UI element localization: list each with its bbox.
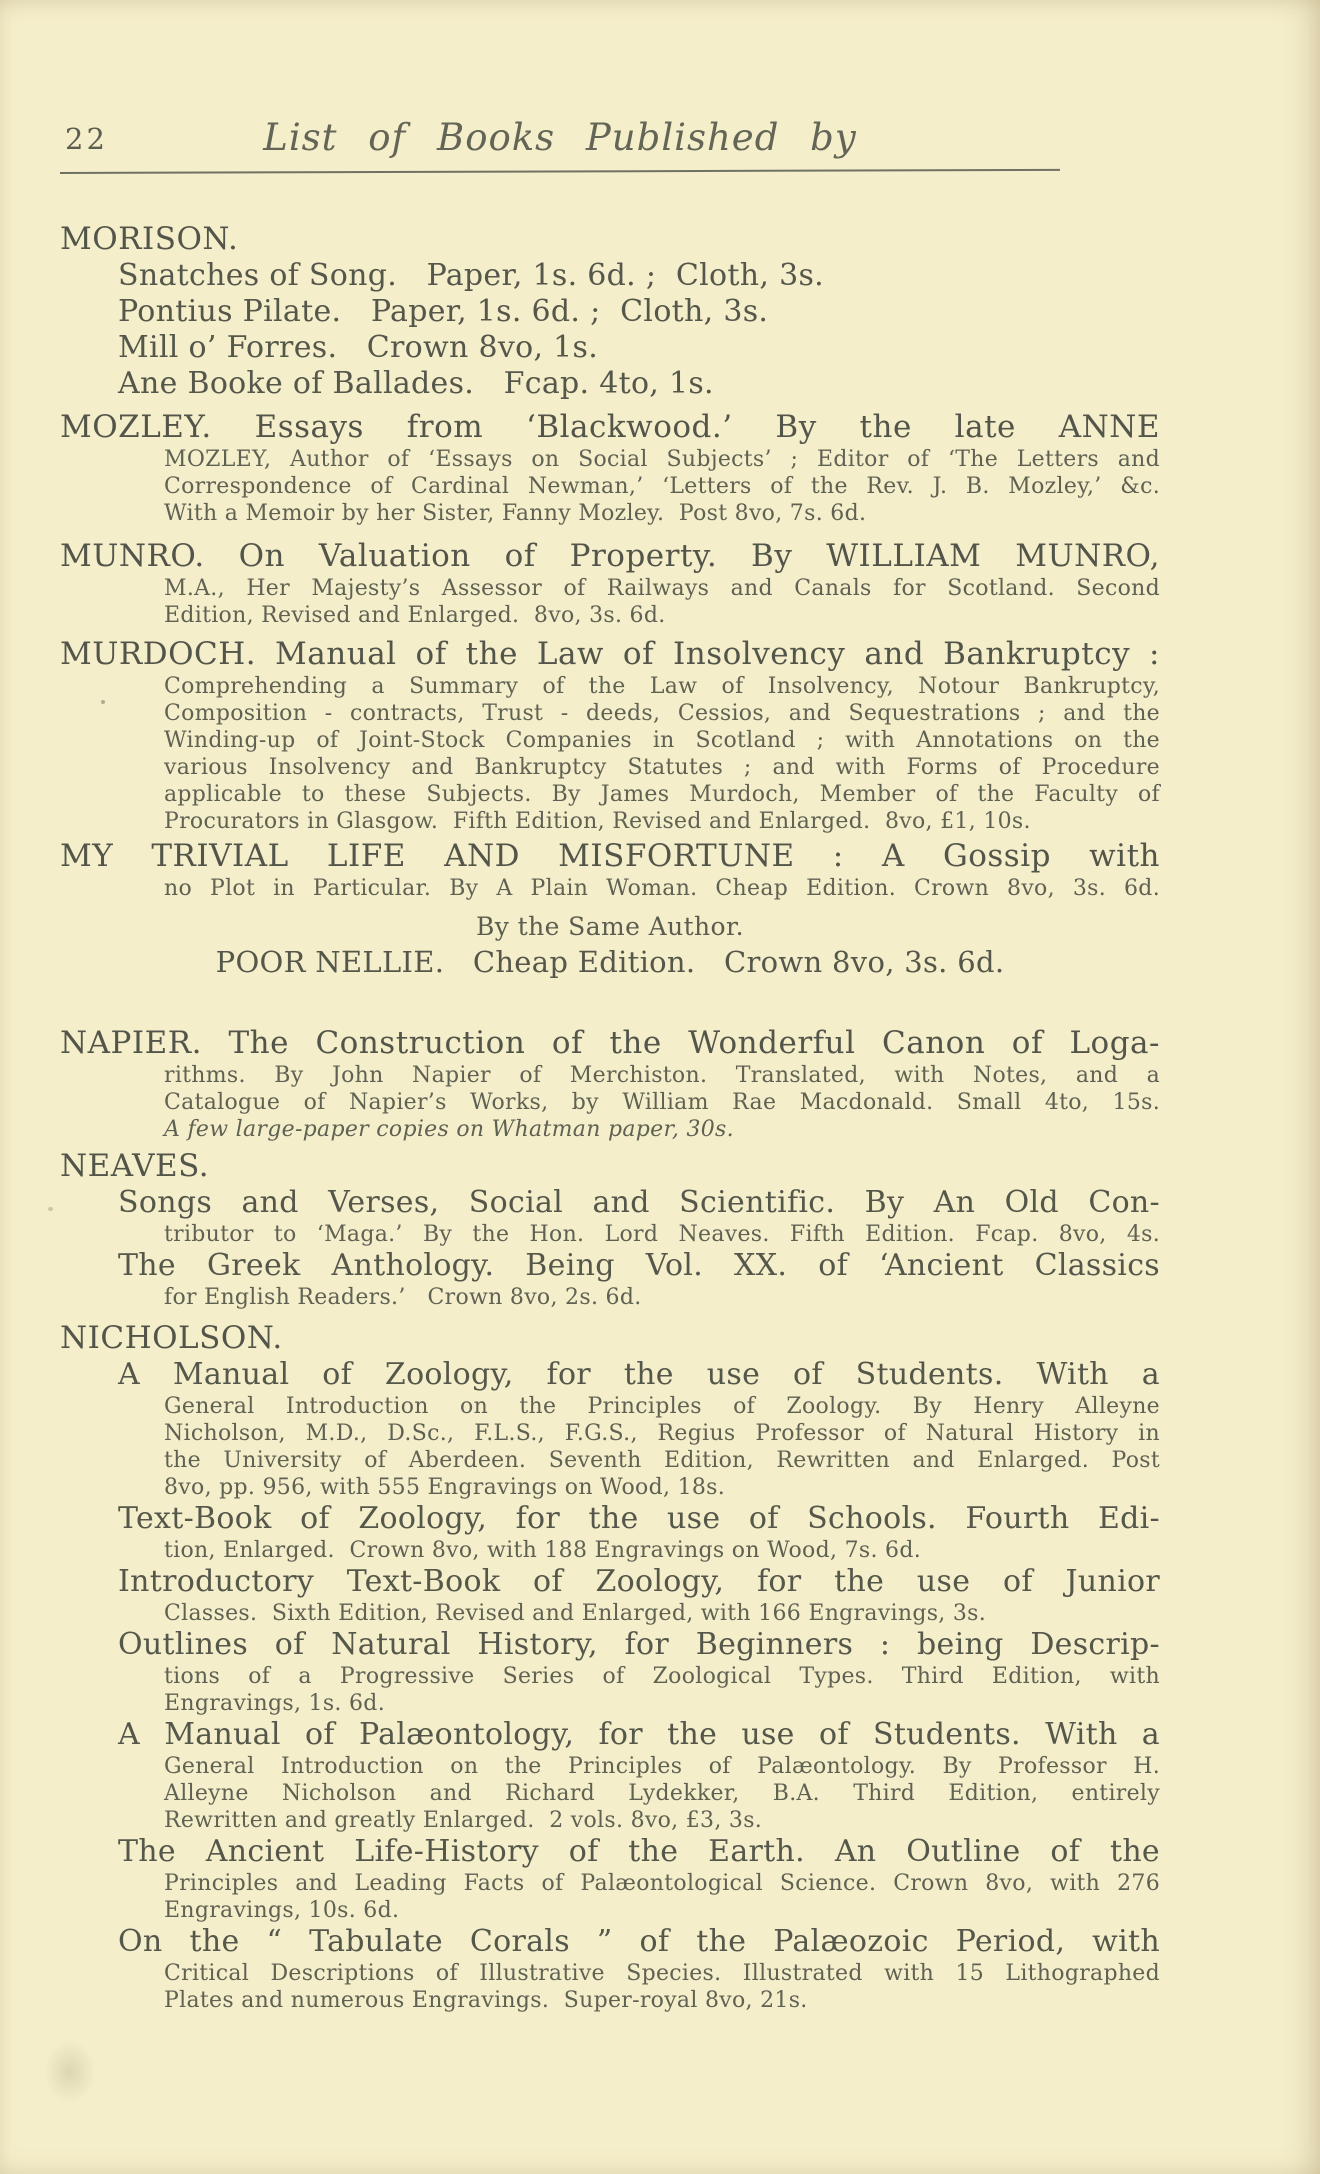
text-line: A few large-paper copies on Whatman paper, 30s. xyxy=(164,1117,734,1142)
page-number: 22 xyxy=(65,122,108,156)
text-line: By the Same Author. xyxy=(476,912,744,941)
text-line: A Manual of Palæontology, for the use of Students. With a xyxy=(118,1717,1160,1752)
paragraph-munro xyxy=(60,537,1160,629)
text-line: Rewritten and greatly Enlarged. 2 vols. 8vo, £3, 3s. xyxy=(164,1808,763,1833)
text-line: tion, Enlarged. Crown 8vo, with 188 Engravings on Wood, 7s. 6d. xyxy=(164,1538,922,1563)
text-line: Text-Book of Zoology, for the use of Schools. Fourth Edi- xyxy=(118,1501,1160,1536)
text-line: POOR NELLIE. Cheap Edition. Crown 8vo, 3s. 6d. xyxy=(215,945,1005,979)
paragraph-same-author xyxy=(60,910,1160,980)
section-heading-line: MUNRO. On Valuation of Property. By WILLIAM MUNRO, xyxy=(60,538,1160,574)
text-line: Procurators in Glasgow. Fifth Edition, Revised and Enlarged. 8vo, £1, 10s. xyxy=(164,809,1031,834)
text-line: Classes. Sixth Edition, Revised and Enlarged, with 166 Engravings, 3s. xyxy=(164,1601,987,1626)
section-heading-line: NICHOLSON. xyxy=(60,1320,283,1356)
text-line: Plates and numerous Engravings. Super-royal 8vo, 21s. xyxy=(164,1988,808,2013)
text-line: Introductory Text-Book of Zoology, for the use of Junior xyxy=(118,1564,1160,1599)
text-line: rithms. By John Napier of Merchiston. Translated, with Notes, and a xyxy=(164,1063,1160,1088)
text-line: Engravings, 1s. 6d. xyxy=(164,1691,385,1716)
text-line: MOZLEY, Author of ‘Essays on Social Subjects’ ; Editor of ‘The Letters and xyxy=(164,447,1160,472)
text-line: Pontius Pilate. Paper, 1s. 6d. ; Cloth, 3s. xyxy=(118,294,769,329)
scan-ink-speck xyxy=(48,1207,53,1211)
section-heading-line: MOZLEY. Essays from ‘Blackwood.’ By the late ANNE xyxy=(60,409,1160,445)
text-line: General Introduction on the Principles of Palæontology. By Professor H. xyxy=(164,1754,1160,1779)
text-line: Winding-up of Joint-Stock Companies in Scotland ; with Annotations on the xyxy=(164,728,1160,753)
text-line: Edition, Revised and Enlarged. 8vo, 3s. 6d. xyxy=(164,603,666,628)
scan-smudge xyxy=(44,2040,96,2104)
paragraph-my-trivial xyxy=(60,837,1160,902)
text-line: M.A., Her Majesty’s Assessor of Railways and Canals for Scotland. Second xyxy=(164,576,1160,601)
header-rule xyxy=(60,169,1060,174)
text-line: On the “ Tabulate Corals ” of the Palæozoic Period, with xyxy=(118,1924,1160,1959)
text-line: 8vo, pp. 956, with 555 Engravings on Wood, 18s. xyxy=(164,1475,726,1500)
text-line: The Greek Anthology. Being Vol. XX. of ‘Ancient Classics xyxy=(118,1248,1160,1283)
section-heading-line: NEAVES. xyxy=(60,1148,210,1184)
text-blocks xyxy=(60,220,1160,2014)
text-line: tributor to ‘Maga.’ By the Hon. Lord Neaves. Fifth Edition. Fcap. 8vo, 4s. xyxy=(164,1222,1160,1247)
paragraph-neaves xyxy=(60,1147,1160,1311)
text-line: The Ancient Life-History of the Earth. An Outline of the xyxy=(118,1834,1160,1869)
section-heading-line: MURDOCH. Manual of the Law of Insolvency and Bankruptcy : xyxy=(60,636,1160,672)
text-line: Engravings, 10s. 6d. xyxy=(164,1898,400,1923)
section-heading-line: MORISON. xyxy=(60,221,239,257)
text-line: for English Readers.’ Crown 8vo, 2s. 6d. xyxy=(164,1285,642,1310)
running-title: List of Books Published by xyxy=(263,116,857,159)
section-heading-line: NAPIER. The Construction of the Wonderful Canon of Loga- xyxy=(60,1025,1160,1061)
text-line: Snatches of Song. Paper, 1s. 6d. ; Cloth, 3s. xyxy=(118,258,824,293)
text-line: tions of a Progressive Series of Zoological Types. Third Edition, with xyxy=(164,1664,1160,1689)
text-line: Mill o’ Forres. Crown 8vo, 1s. xyxy=(118,330,599,365)
paragraph-morison xyxy=(60,220,1160,402)
text-line: Outlines of Natural History, for Beginners : being Descrip- xyxy=(118,1627,1160,1662)
text-line: Principles and Leading Facts of Palæontological Science. Crown 8vo, with 276 xyxy=(164,1871,1160,1896)
text-line: applicable to these Subjects. By James Murdoch, Member of the Faculty of xyxy=(164,782,1160,807)
text-line: Alleyne Nicholson and Richard Lydekker, B.A. Third Edition, entirely xyxy=(164,1781,1160,1806)
text-line: no Plot in Particular. By A Plain Woman. Cheap Edition. Crown 8vo, 3s. 6d. xyxy=(164,876,1160,901)
text-line: Composition - contracts, Trust - deeds, Cessios, and Sequestrations ; and the xyxy=(164,701,1160,726)
text-line: A Manual of Zoology, for the use of Students. With a xyxy=(118,1357,1160,1392)
paragraph-napier xyxy=(60,1024,1160,1143)
text-line: Nicholson, M.D., D.Sc., F.L.S., F.G.S., Regius Professor of Natural History in xyxy=(164,1421,1160,1446)
paragraph-mozley xyxy=(60,408,1160,527)
text-line: With a Memoir by her Sister, Fanny Mozley. Post 8vo, 7s. 6d. xyxy=(164,501,867,526)
section-heading-line: MY TRIVIAL LIFE AND MISFORTUNE : A Gossip with xyxy=(60,838,1160,874)
paragraph-nicholson xyxy=(60,1319,1160,2014)
paragraph-murdoch xyxy=(60,635,1160,835)
text-line: Critical Descriptions of Illustrative Species. Illustrated with 15 Lithographed xyxy=(164,1961,1160,1986)
text-line: various Insolvency and Bankruptcy Statutes ; and with Forms of Procedure xyxy=(164,755,1160,780)
text-line: Songs and Verses, Social and Scientific. By An Old Con- xyxy=(118,1185,1160,1220)
text-line: Ane Booke of Ballades. Fcap. 4to, 1s. xyxy=(118,366,714,401)
page-header xyxy=(60,116,1060,159)
text-line: the University of Aberdeen. Seventh Edition, Rewritten and Enlarged. Post xyxy=(164,1448,1160,1473)
text-line: General Introduction on the Principles of Zoology. By Henry Alleyne xyxy=(164,1394,1160,1419)
text-line: Catalogue of Napier’s Works, by William Rae Macdonald. Small 4to, 15s. xyxy=(164,1090,1160,1115)
text-line: Correspondence of Cardinal Newman,’ ‘Letters of the Rev. J. B. Mozley,’ &c. xyxy=(164,474,1160,499)
text-line: Comprehending a Summary of the Law of Insolvency, Notour Bankruptcy, xyxy=(164,674,1160,699)
